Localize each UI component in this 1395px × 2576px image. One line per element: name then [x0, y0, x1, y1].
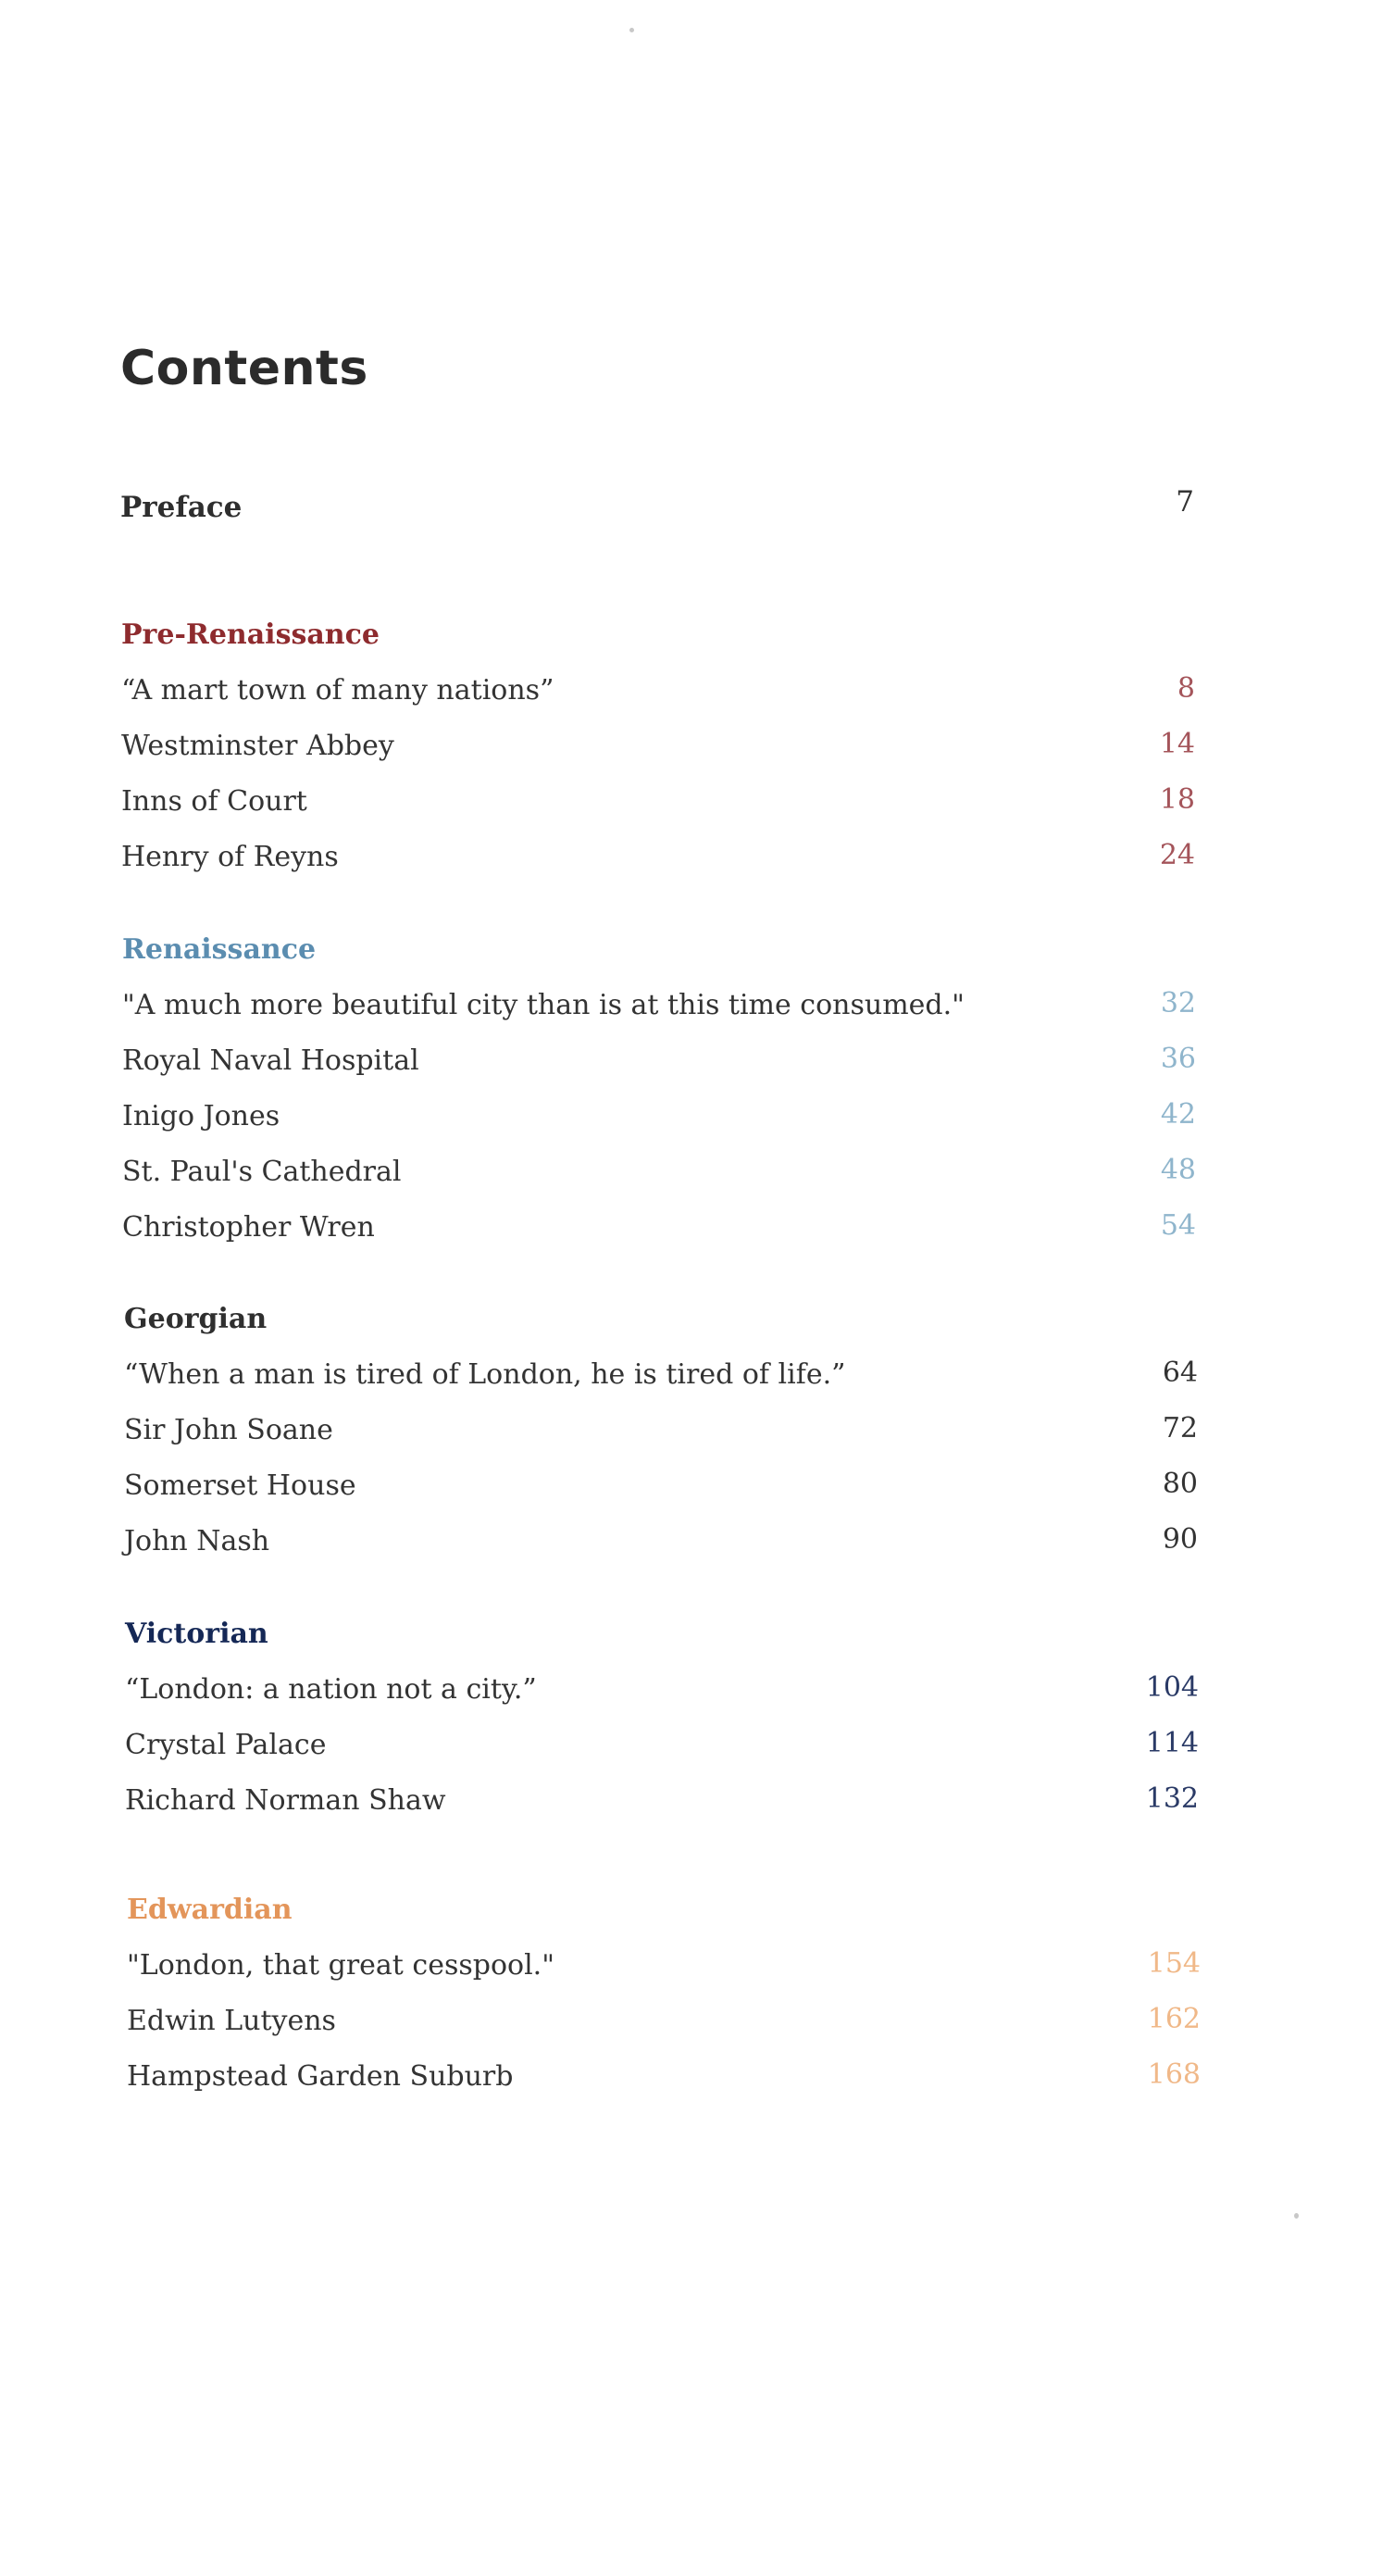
entry-label: Inns of Court: [121, 785, 307, 818]
toc-entry[interactable]: [121, 839, 1195, 894]
toc-entry[interactable]: [127, 1947, 1201, 2003]
entry-page-number: 90: [1162, 1523, 1198, 1556]
toc-entry[interactable]: [125, 1782, 1199, 1838]
entry-label: Christopher Wren: [122, 1211, 375, 1244]
toc-entry[interactable]: [124, 1523, 1198, 1579]
entry-page-number: 114: [1145, 1727, 1199, 1759]
entry-page-number: 14: [1159, 728, 1195, 760]
entry-page-number: 24: [1159, 839, 1195, 871]
scan-speck: [629, 28, 634, 32]
entry-label: Henry of Reyns: [121, 841, 339, 873]
entry-label: John Nash: [124, 1525, 270, 1557]
toc-entry[interactable]: [125, 1671, 1199, 1727]
toc-entry[interactable]: [121, 783, 1195, 839]
entry-page-number: 32: [1160, 987, 1196, 1019]
preface-label: Preface: [120, 491, 243, 524]
toc-entry[interactable]: [122, 1043, 1196, 1098]
entry-label: “A mart town of many nations”: [121, 674, 554, 707]
entry-page-number: 80: [1162, 1468, 1198, 1500]
section-heading: Renaissance: [122, 933, 317, 966]
entry-page-number: 8: [1177, 672, 1195, 705]
toc-entry[interactable]: [124, 1357, 1198, 1412]
toc-entry[interactable]: [124, 1412, 1198, 1468]
entry-label: Richard Norman Shaw: [125, 1784, 446, 1817]
section-victorian: [125, 1616, 1199, 1838]
entry-page-number: 64: [1162, 1357, 1198, 1389]
toc-entry-preface[interactable]: [120, 485, 1194, 531]
section-pre-renaissance: [121, 617, 1195, 894]
entry-page-number: 154: [1147, 1947, 1201, 1980]
entry-label: "London, that great cesspool.": [127, 1949, 554, 1982]
entry-label: “London: a nation not a city.”: [125, 1673, 537, 1706]
toc-entry[interactable]: [127, 2003, 1201, 2058]
toc-entry[interactable]: [122, 987, 1196, 1043]
section-georgian: [124, 1301, 1198, 1579]
entry-label: Hampstead Garden Suburb: [127, 2060, 514, 2093]
entry-page-number: 132: [1145, 1782, 1199, 1815]
section-heading: Victorian: [125, 1618, 268, 1650]
entry-label: Sir John Soane: [124, 1414, 333, 1446]
entry-label: Somerset House: [124, 1469, 356, 1502]
entry-label: Edwin Lutyens: [127, 2005, 336, 2037]
section-edwardian: [127, 1892, 1201, 2114]
entry-page-number: 48: [1160, 1154, 1196, 1186]
entry-page-number: 104: [1145, 1671, 1199, 1704]
entry-label: St. Paul's Cathedral: [122, 1156, 402, 1188]
toc-entry[interactable]: [122, 1209, 1196, 1265]
entry-label: "A much more beautiful city than is at this time consumed.": [122, 989, 965, 1021]
section-renaissance: [122, 932, 1196, 1265]
section-heading: Edwardian: [127, 1894, 293, 1926]
toc-entry[interactable]: [127, 2058, 1201, 2114]
section-heading: Georgian: [124, 1303, 268, 1335]
preface-page-number: 7: [1176, 485, 1194, 519]
page-title: Contents: [120, 341, 368, 396]
entry-page-number: 18: [1159, 783, 1195, 816]
entry-label: Inigo Jones: [122, 1100, 280, 1132]
entry-label: “When a man is tired of London, he is tired of life.”: [124, 1358, 846, 1391]
entry-page-number: 54: [1160, 1209, 1196, 1242]
entry-label: Westminster Abbey: [121, 730, 394, 762]
entry-page-number: 162: [1147, 2003, 1201, 2035]
entry-label: Crystal Palace: [125, 1729, 327, 1761]
toc-entry[interactable]: [124, 1468, 1198, 1523]
entry-page-number: 72: [1162, 1412, 1198, 1444]
toc-entry[interactable]: [122, 1098, 1196, 1154]
toc-entry[interactable]: [121, 728, 1195, 783]
toc-entry[interactable]: [122, 1154, 1196, 1209]
toc-entry[interactable]: [125, 1727, 1199, 1782]
toc-entry[interactable]: [121, 672, 1195, 728]
entry-page-number: 36: [1160, 1043, 1196, 1075]
section-heading: Pre-Renaissance: [121, 619, 380, 651]
entry-label: Royal Naval Hospital: [122, 1044, 419, 1077]
scan-speck: [1294, 2213, 1299, 2219]
entry-page-number: 168: [1147, 2058, 1201, 2091]
entry-page-number: 42: [1160, 1098, 1196, 1131]
